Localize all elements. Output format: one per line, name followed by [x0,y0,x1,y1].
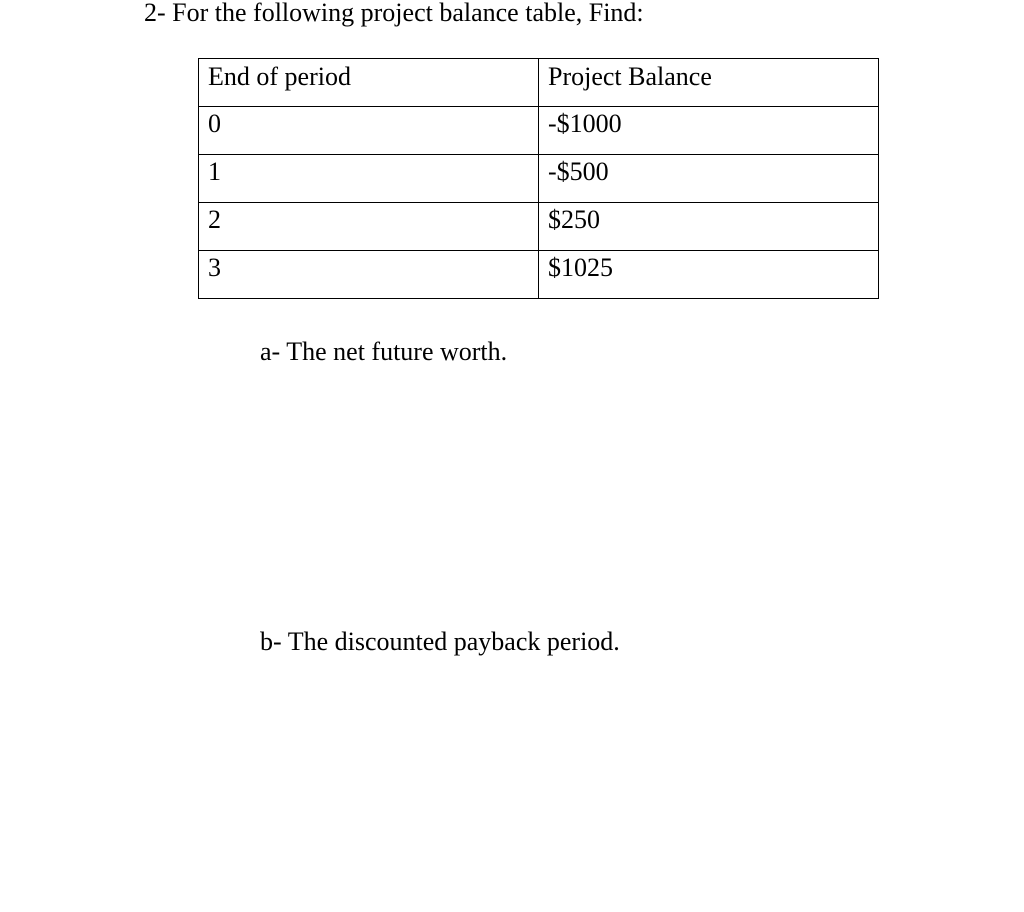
period-cell: 0 [199,107,539,155]
header-end-of-period: End of period [199,59,539,107]
header-project-balance: Project Balance [539,59,879,107]
period-cell: 2 [199,203,539,251]
table-row [199,155,879,203]
project-balance-table [198,58,879,299]
period-cell: 1 [199,155,539,203]
part-b-question: b- The discounted payback period. [260,627,620,656]
table-header-row [199,59,879,107]
balance-cell: $250 [539,203,879,251]
period-cell: 3 [199,251,539,299]
table-row [199,251,879,299]
part-a-question: a- The net future worth. [260,337,508,366]
question-title: 2- For the following project balance table, Find: [144,0,644,27]
table-row [199,203,879,251]
balance-cell: -$500 [539,155,879,203]
balance-cell: -$1000 [539,107,879,155]
balance-cell: $1025 [539,251,879,299]
table-row [199,107,879,155]
